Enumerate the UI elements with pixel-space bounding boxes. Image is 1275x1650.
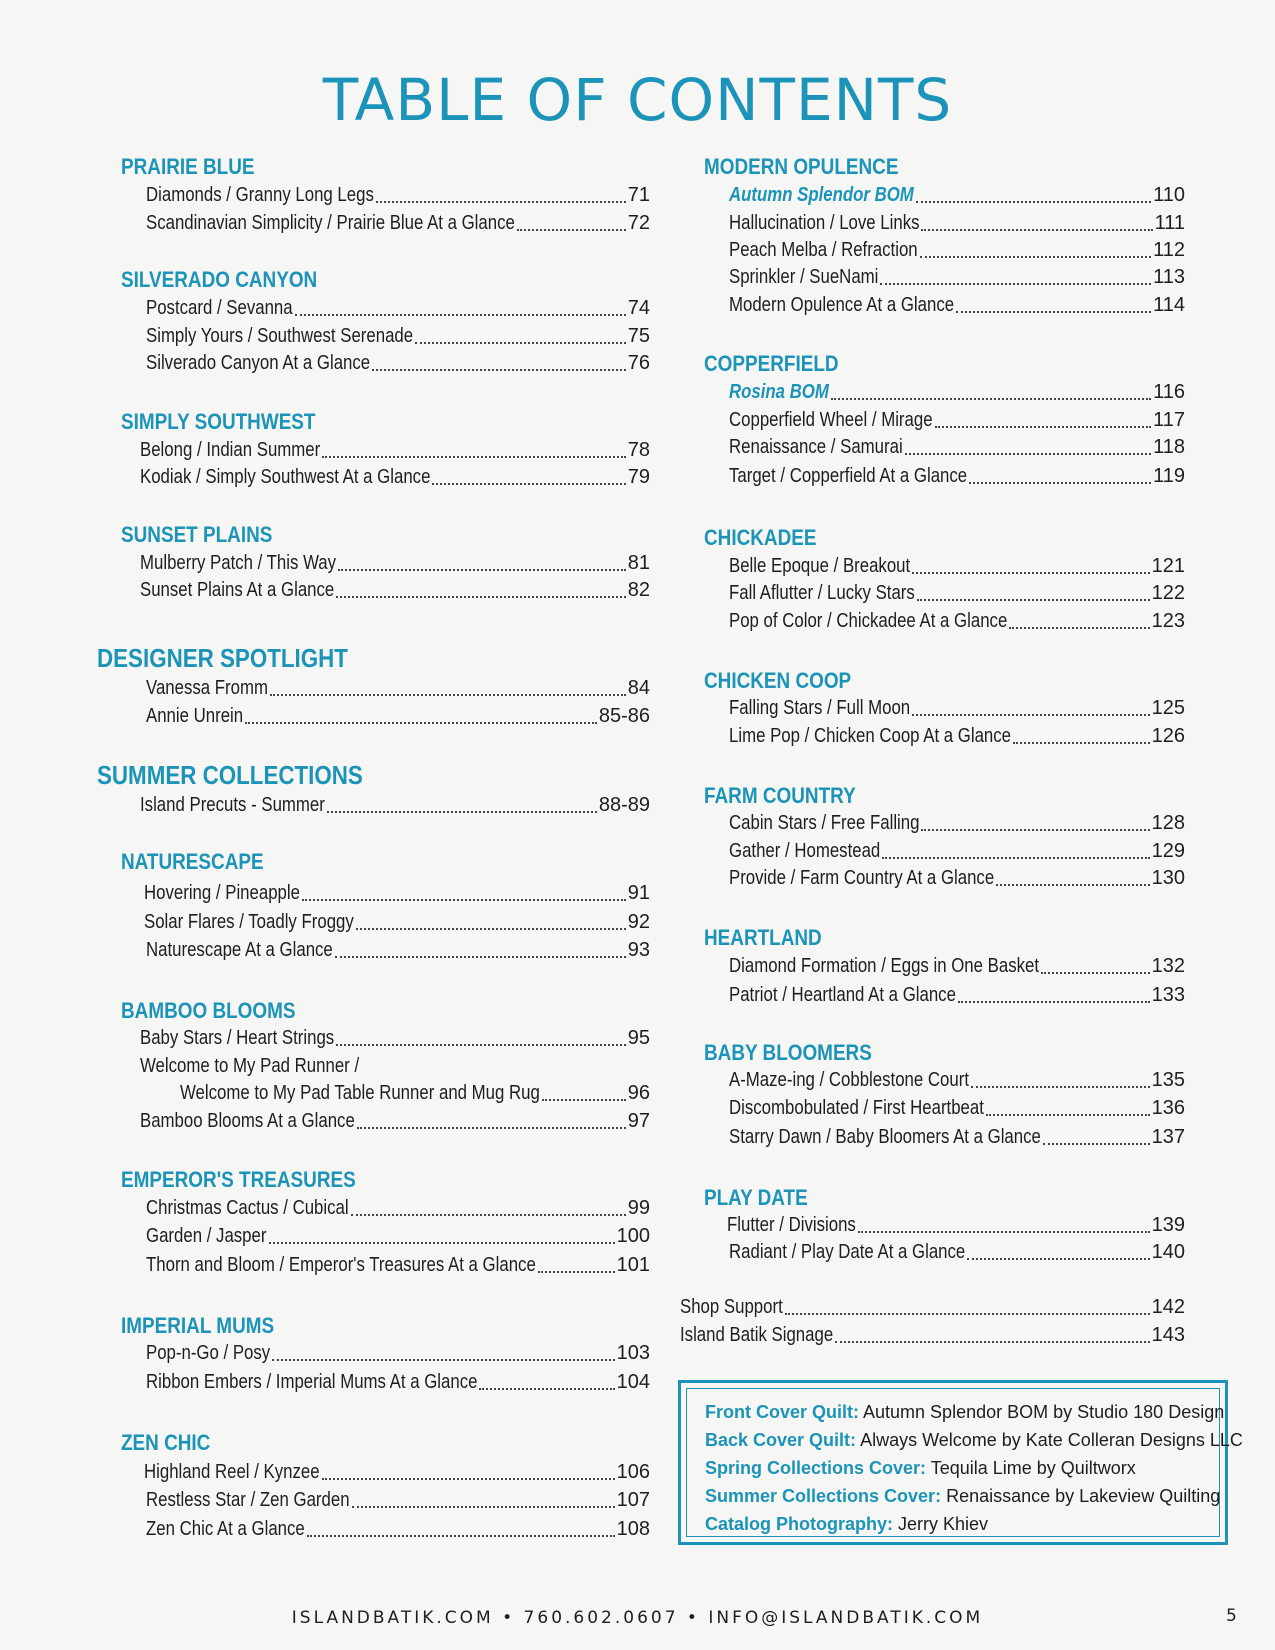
leader-dots <box>336 595 625 598</box>
entry-title: Copperfield Wheel / Mirage <box>729 409 933 431</box>
entry-page: 107 <box>616 1489 650 1511</box>
entry-page: 96 <box>627 1082 650 1104</box>
toc-entry[interactable] <box>146 352 650 376</box>
section-heading: CHICKEN COOP <box>704 668 852 693</box>
section-heading: IMPERIAL MUMS <box>121 1313 275 1338</box>
leader-dots <box>322 455 626 458</box>
section-heading: SILVERADO CANYON <box>121 267 318 292</box>
toc-entry[interactable] <box>140 579 650 603</box>
entry-page: 114 <box>1153 294 1185 316</box>
leader-dots <box>905 452 1151 455</box>
leader-dots <box>517 228 626 231</box>
credit-value: Renaissance by Lakeview Quilting <box>946 1486 1221 1506</box>
leader-dots <box>986 1113 1150 1116</box>
section-heading: HEARTLAND <box>704 925 822 950</box>
entry-title: Vanessa Fromm <box>146 677 268 699</box>
leader-dots <box>352 1505 615 1508</box>
credit-line <box>705 1430 1243 1451</box>
entry-title: Shop Support <box>680 1296 783 1318</box>
entry-page: 132 <box>1151 955 1185 977</box>
leader-dots <box>958 1000 1150 1003</box>
entry-title: Autumn Splendor BOM <box>729 184 914 206</box>
toc-entry[interactable] <box>729 610 1185 634</box>
toc-entry[interactable] <box>146 1254 650 1278</box>
entry-page: 85-86 <box>598 705 650 727</box>
toc-entry[interactable] <box>729 1097 1185 1121</box>
toc-entry[interactable] <box>146 1489 650 1513</box>
entry-title: Baby Stars / Heart Strings <box>140 1027 335 1049</box>
toc-entry[interactable] <box>140 466 650 490</box>
entry-page: 140 <box>1151 1241 1185 1263</box>
section-heading: SUMMER COLLECTIONS <box>97 760 363 790</box>
entry-page: 97 <box>627 1110 650 1132</box>
section-heading: FARM COUNTRY <box>704 783 856 808</box>
entry-page: 142 <box>1151 1296 1185 1318</box>
section-heading: PLAY DATE <box>704 1185 808 1210</box>
entry-title: Scandinavian Simplicity / Prairie Blue At a Glance <box>146 212 515 234</box>
credits-inner-border <box>686 1388 1243 1537</box>
leader-dots <box>295 313 626 316</box>
entry-page: 125 <box>1151 697 1185 719</box>
credit-key: Front Cover Quilt: <box>705 1402 859 1422</box>
entry-title: Rosina BOM <box>729 381 829 403</box>
entry-title: Mulberry Patch / This Way <box>140 552 337 574</box>
toc-entry[interactable] <box>729 955 1185 979</box>
entry-page: 112 <box>1153 239 1185 261</box>
leader-dots <box>327 810 597 813</box>
toc-entry[interactable] <box>140 552 650 576</box>
entry-page: 95 <box>627 1027 650 1049</box>
toc-entry[interactable] <box>146 184 650 208</box>
entry-page: 135 <box>1151 1069 1185 1091</box>
leader-dots <box>921 228 1152 231</box>
section-heading: SUNSET PLAINS <box>121 522 273 547</box>
toc-entry[interactable] <box>146 1225 650 1249</box>
entry-title: Highland Reel / Kynzee <box>144 1461 320 1483</box>
entry-title: Island Batik Signage <box>680 1324 834 1346</box>
entry-page: 75 <box>627 325 650 347</box>
entry-page: 92 <box>627 911 650 933</box>
toc-entry[interactable] <box>144 882 650 906</box>
section-heading: COPPERFIELD <box>704 351 839 376</box>
entry-title: Thorn and Bloom / Emperor's Treasures At a Glance <box>146 1254 536 1276</box>
leader-dots <box>1041 971 1150 974</box>
section-heading: BAMBOO BLOOMS <box>121 998 296 1023</box>
leader-dots <box>376 200 626 203</box>
entry-page: 93 <box>627 939 650 961</box>
leader-dots <box>921 828 1149 831</box>
entry-title: Bamboo Blooms At a Glance <box>140 1110 355 1132</box>
toc-entry[interactable] <box>729 840 1185 864</box>
credit-value: Tequila Lime by Quiltworx <box>930 1458 1136 1478</box>
toc-entry[interactable] <box>146 1371 650 1395</box>
section-heading: SIMPLY SOUTHWEST <box>121 409 316 434</box>
leader-dots <box>858 1230 1150 1233</box>
entry-page: 118 <box>1153 436 1185 458</box>
section-heading: NATURESCAPE <box>121 849 264 874</box>
toc-entry[interactable] <box>729 184 1185 208</box>
toc-entry[interactable] <box>140 794 650 818</box>
section-heading: MODERN OPULENCE <box>704 154 899 179</box>
section-heading: DESIGNER SPOTLIGHT <box>97 643 348 673</box>
leader-dots <box>272 1358 614 1361</box>
entry-page: 100 <box>616 1225 650 1247</box>
leader-dots <box>1043 1142 1150 1145</box>
entry-page: 110 <box>1153 184 1185 206</box>
leader-dots <box>338 568 626 571</box>
entry-page: 99 <box>627 1197 650 1219</box>
toc-entry[interactable] <box>729 409 1185 433</box>
leader-dots <box>270 693 626 696</box>
entry-title: Naturescape At a Glance <box>146 939 333 961</box>
credit-line <box>705 1458 1136 1479</box>
toc-entry[interactable] <box>680 1324 1185 1348</box>
toc-entry[interactable] <box>729 436 1185 460</box>
leader-dots <box>302 898 626 901</box>
entry-page: 123 <box>1151 610 1185 632</box>
toc-entry[interactable] <box>729 812 1185 836</box>
toc-entry[interactable] <box>729 294 1185 318</box>
entry-title: Patriot / Heartland At a Glance <box>729 984 956 1006</box>
entry-title: Pop of Color / Chickadee At a Glance <box>729 610 1008 632</box>
toc-entry[interactable] <box>729 984 1185 1008</box>
toc-entry[interactable] <box>146 1197 650 1221</box>
toc-entry[interactable] <box>729 582 1185 606</box>
entry-title: Diamonds / Granny Long Legs <box>146 184 374 206</box>
entry-page: 91 <box>627 882 650 904</box>
credit-key: Spring Collections Cover: <box>705 1458 927 1478</box>
toc-entry[interactable] <box>146 212 650 236</box>
entry-page: 126 <box>1151 725 1185 747</box>
toc-entry[interactable] <box>180 1082 650 1106</box>
toc-entry[interactable] <box>729 555 1185 579</box>
credit-key: Summer Collections Cover: <box>705 1486 942 1506</box>
leader-dots <box>920 255 1152 258</box>
entry-page: 136 <box>1151 1097 1185 1119</box>
credit-line <box>705 1402 1224 1423</box>
leader-dots <box>351 1213 626 1216</box>
leader-dots <box>956 310 1151 313</box>
entry-title: Discombobulated / First Heartbeat <box>729 1097 984 1119</box>
entry-title: Cabin Stars / Free Falling <box>729 812 920 834</box>
leader-dots <box>322 1477 615 1480</box>
entry-page: 72 <box>627 212 650 234</box>
toc-entry[interactable] <box>146 325 650 349</box>
leader-dots <box>372 368 626 371</box>
toc-entry[interactable] <box>140 1110 650 1134</box>
leader-dots <box>432 482 625 485</box>
footer-contact: ISLANDBATIK.COM • 760.602.0607 • INFO@ISLANDBATIK.COM <box>291 1608 984 1628</box>
toc-entry[interactable] <box>146 677 650 701</box>
leader-dots <box>785 1312 1150 1315</box>
entry-title: Belle Epoque / Breakout <box>729 555 911 577</box>
toc-entry[interactable] <box>729 212 1185 236</box>
leader-dots <box>969 481 1151 484</box>
credits-box <box>678 1380 1243 1545</box>
leader-dots <box>880 282 1151 285</box>
entry-title: Radiant / Play Date At a Glance <box>729 1241 966 1263</box>
entry-page: 81 <box>627 552 650 574</box>
entry-title: Sprinkler / SueNami <box>729 266 879 288</box>
toc-entry[interactable] <box>729 266 1185 290</box>
leader-dots <box>971 1085 1150 1088</box>
entry-page: 101 <box>616 1254 650 1276</box>
toc-entry[interactable] <box>729 697 1185 721</box>
entry-page: 104 <box>616 1371 650 1393</box>
entry-title: Christmas Cactus / Cubical <box>146 1197 349 1219</box>
leader-dots <box>996 883 1149 886</box>
entry-title: Falling Stars / Full Moon <box>729 697 911 719</box>
entry-page: 76 <box>627 352 650 374</box>
entry-page: 113 <box>1153 266 1185 288</box>
page-number: 5 <box>1226 1606 1237 1626</box>
entry-title: Lime Pop / Chicken Coop At a Glance <box>729 725 1012 747</box>
credit-line <box>705 1514 988 1535</box>
entry-page: 103 <box>616 1342 650 1364</box>
entry-page: 128 <box>1151 812 1185 834</box>
entry-title: Hallucination / Love Links <box>729 212 920 234</box>
entry-title: Fall Aflutter / Lucky Stars <box>729 582 915 604</box>
entry-page: 84 <box>627 677 650 699</box>
credit-value: Jerry Khiev <box>898 1514 989 1534</box>
leader-dots <box>357 1126 626 1129</box>
toc-entry[interactable] <box>680 1296 1185 1320</box>
toc-entry[interactable] <box>729 1069 1185 1093</box>
toc-entry[interactable] <box>146 1342 650 1366</box>
leader-dots <box>912 713 1150 716</box>
entry-page: 106 <box>616 1461 650 1483</box>
entry-page: 119 <box>1153 465 1185 487</box>
entry-page: 88-89 <box>598 794 650 816</box>
leader-dots <box>245 721 597 724</box>
entry-title: Welcome to My Pad Table Runner and Mug Rug <box>180 1082 540 1104</box>
leader-dots <box>935 425 1151 428</box>
toc-entry[interactable] <box>729 1241 1185 1265</box>
credit-key: Catalog Photography: <box>705 1514 893 1534</box>
leader-dots <box>336 1043 626 1046</box>
entry-title: Silverado Canyon At a Glance <box>146 352 371 374</box>
entry-title: Provide / Farm Country At a Glance <box>729 867 995 889</box>
section-heading: ZEN CHIC <box>121 1430 211 1455</box>
entry-title: Ribbon Embers / Imperial Mums At a Glance <box>146 1371 478 1393</box>
leader-dots <box>912 571 1149 574</box>
credit-value: Autumn Splendor BOM by Studio 180 Design <box>863 1402 1225 1422</box>
entry-title: Restless Star / Zen Garden <box>146 1489 350 1511</box>
entry-page: 121 <box>1151 555 1185 577</box>
entry-page: 74 <box>627 297 650 319</box>
entry-page: 116 <box>1153 381 1185 403</box>
entry-page: 130 <box>1151 867 1185 889</box>
entry-page: 122 <box>1151 582 1185 604</box>
entry-title: Peach Melba / Refraction <box>729 239 918 261</box>
entry-page: 139 <box>1151 1214 1185 1236</box>
toc-entry[interactable] <box>146 705 650 729</box>
leader-dots <box>479 1387 614 1390</box>
entry-title: Pop-n-Go / Posy <box>146 1342 271 1364</box>
toc-entry[interactable] <box>729 381 1185 405</box>
leader-dots <box>916 200 1151 203</box>
entry-title: Postcard / Sevanna <box>146 297 293 319</box>
toc-entry[interactable] <box>729 867 1185 891</box>
entry-title: Target / Copperfield At a Glance <box>729 465 968 487</box>
entry-page: 78 <box>627 439 650 461</box>
toc-entry[interactable] <box>144 911 650 935</box>
toc-entry[interactable] <box>729 465 1185 489</box>
entry-title: Flutter / Divisions <box>727 1214 856 1236</box>
credit-line <box>705 1486 1220 1507</box>
section-heading: EMPEROR'S TREASURES <box>121 1167 356 1192</box>
entry-title: Sunset Plains At a Glance <box>140 579 335 601</box>
entry-title: Zen Chic At a Glance <box>146 1518 305 1540</box>
entry-page: 82 <box>627 579 650 601</box>
section-heading: BABY BLOOMERS <box>704 1040 872 1065</box>
section-heading: CHICKADEE <box>704 525 817 550</box>
leader-dots <box>831 397 1151 400</box>
leader-dots <box>269 1241 615 1244</box>
entry-title: Island Precuts - Summer <box>140 794 325 816</box>
toc-entry[interactable] <box>146 939 650 963</box>
leader-dots <box>1009 626 1149 629</box>
leader-dots <box>835 1340 1149 1343</box>
toc-entry[interactable] <box>729 239 1185 263</box>
toc-entry[interactable] <box>729 1126 1185 1150</box>
entry-title: Solar Flares / Toadly Froggy <box>144 911 354 933</box>
entry-page: 108 <box>616 1518 650 1540</box>
entry-title: Hovering / Pineapple <box>144 882 300 904</box>
entry-page: 143 <box>1151 1324 1185 1346</box>
leader-dots <box>415 341 626 344</box>
toc-entry[interactable] <box>146 297 650 321</box>
entry-page: 111 <box>1154 212 1185 234</box>
entry-title: Garden / Jasper <box>146 1225 267 1247</box>
toc-entry[interactable] <box>144 1461 650 1485</box>
entry-page: 133 <box>1151 984 1185 1006</box>
entry-title: A-Maze-ing / Cobblestone Court <box>729 1069 969 1091</box>
entry-title: Starry Dawn / Baby Bloomers At a Glance <box>729 1126 1041 1148</box>
toc-entry[interactable] <box>140 1055 650 1079</box>
entry-title: Modern Opulence At a Glance <box>729 294 955 316</box>
page-title: TABLE OF CONTENTS <box>322 66 953 134</box>
leader-dots <box>538 1270 615 1273</box>
toc-entry[interactable] <box>727 1214 1185 1238</box>
entry-title: Diamond Formation / Eggs in One Basket <box>729 955 1040 977</box>
toc-entry[interactable] <box>140 439 650 463</box>
entry-title: Annie Unrein <box>146 705 244 727</box>
entry-title: Kodiak / Simply Southwest At a Glance <box>140 466 431 488</box>
toc-entry[interactable] <box>146 1518 650 1542</box>
entry-title: Welcome to My Pad Runner / <box>140 1055 360 1077</box>
entry-title: Belong / Indian Summer <box>140 439 321 461</box>
entry-title: Simply Yours / Southwest Serenade <box>146 325 414 347</box>
section-heading: PRAIRIE BLUE <box>121 154 255 179</box>
leader-dots <box>1013 741 1150 744</box>
credit-value: Always Welcome by Kate Colleran Designs LLC <box>860 1430 1243 1450</box>
credit-key: Back Cover Quilt: <box>705 1430 857 1450</box>
entry-title: Renaissance / Samurai <box>729 436 903 458</box>
toc-entry[interactable] <box>729 725 1185 749</box>
leader-dots <box>882 856 1149 859</box>
entry-page: 117 <box>1153 409 1185 431</box>
leader-dots <box>542 1098 626 1101</box>
leader-dots <box>917 598 1150 601</box>
entry-page: 79 <box>627 466 650 488</box>
leader-dots <box>356 927 626 930</box>
entry-page: 129 <box>1151 840 1185 862</box>
entry-title: Gather / Homestead <box>729 840 881 862</box>
leader-dots <box>335 955 626 958</box>
leader-dots <box>967 1257 1149 1260</box>
entry-page: 71 <box>627 184 650 206</box>
toc-entry[interactable] <box>140 1027 650 1051</box>
leader-dots <box>307 1534 615 1537</box>
entry-page: 137 <box>1151 1126 1185 1148</box>
